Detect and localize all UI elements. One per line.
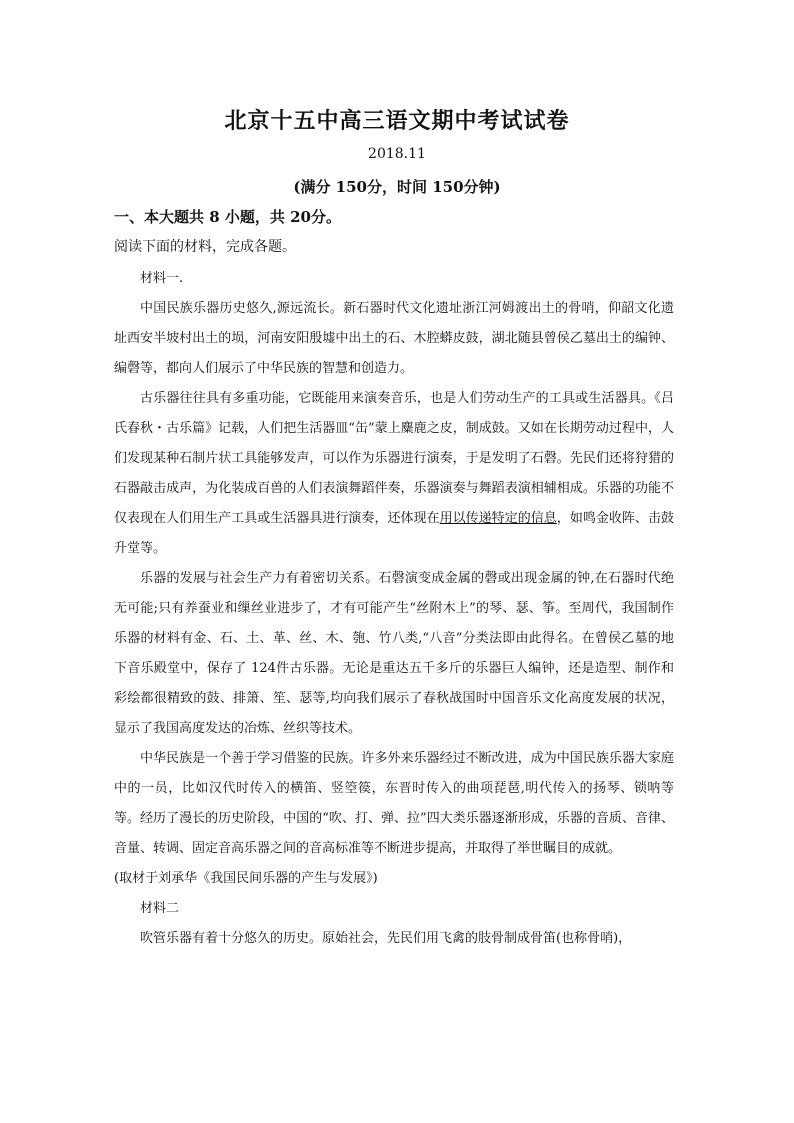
paragraph-2-text: 古乐器往往具有多重功能，它既能用来演奏音乐，也是人们劳动生产的工具或生活器具。《吕氏春秋・古乐篇》记载，人们把生活器皿“缶”蒙上麋鹿之皮，制成鼓。又如在长期劳动过程中，人们发现某种石制片状工具能够发声，可以作为乐器进行演奏，于是发明了石磬。先民们还将狩猎的石器敲击成声，为化装成百兽的人们表演舞蹈伴奏，乐器演奏与舞蹈表演相辅相成。乐器的功能不仅表现在人们用生产工具或生活器具进行演奏，还体现在 <box>114 391 674 526</box>
reading-body <box>114 264 674 954</box>
material-two-label: 材料二 <box>140 901 180 916</box>
material-one-paragraph-1: 中国民族乐器历史悠久,源远流长。新石器时代文化遗址浙江河姆渡出土的骨哨，仰韶文化遗址西安半坡村出土的埙，河南安阳殷墟中出土的石、木腔蟒皮鼓，湖北随县曾侯乙墓出土的编钟、编磬等，都向人们展示了中华民族的智慧和创造力。 <box>114 301 674 376</box>
material-one-paragraph-2 <box>114 384 674 564</box>
underlined-phrase: 用以传递特定的信息 <box>439 511 557 526</box>
score-time-note: (满分 150分，时间 150分钟) <box>293 178 501 196</box>
page-title: 北京十五中高三语文期中考试试卷 <box>224 108 570 134</box>
material-one-label: 材料一. <box>140 271 184 286</box>
section-instruction: 阅读下面的材料，完成各题。 <box>114 239 296 255</box>
material-one-paragraph-4: 中华民族是一个善于学习借鉴的民族。许多外来乐器经过不断改进，成为中国民族乐器大家庭中的一员，比如汉代时传入的横笛、竖箜篌，东晋时传入的曲项琵琶,明代传入的扬琴、锁呐等等。经历了漫长的历史阶段，中国的“吹、打、弹、拉”四大类乐器逐渐形成，乐器的音质、音律、音量、转调、固定音高乐器之间的音高标准等不断进步提高，并取得了举世瞩目的成就。 <box>114 751 674 856</box>
paragraph-2-ending: ，如鸣金收阵、击鼓升堂等。 <box>114 511 674 556</box>
exam-date: 2018.11 <box>368 146 426 162</box>
section-heading: 一、本大题共 8 小题，共 20分。 <box>114 208 341 226</box>
material-one-source: (取材于刘承华《我国民间乐器的产生与发展》) <box>114 871 378 886</box>
material-one-paragraph-3: 乐器的发展与社会生产力有着密切关系。石磬演变成金属的磬或出现金属的钟,在石器时代绝无可能;只有养蚕业和缫丝业进步了，才有可能产生“丝附木上”的琴、瑟、筝。至周代，我国制作乐器的材料有金、石、土、革、丝、木、匏、竹八类,“八音”分类法即由此得名。在曾侯乙墓的地下音乐殿堂中，保存了 124件古乐器。无论是重达五千多斤的乐器巨人编钟，还是造型、制作和彩绘都很精致的鼓、排箫、笙、瑟等,均向我们展示了春秋战国时中国音乐文化高度发展的状况，显示了我国高度发达的冶炼、丝织等技术。 <box>114 571 674 736</box>
material-two-paragraph-1: 吹管乐器有着十分悠久的历史。原始社会，先民们用飞禽的肢骨制成骨笛(也称骨哨)， <box>140 931 632 946</box>
